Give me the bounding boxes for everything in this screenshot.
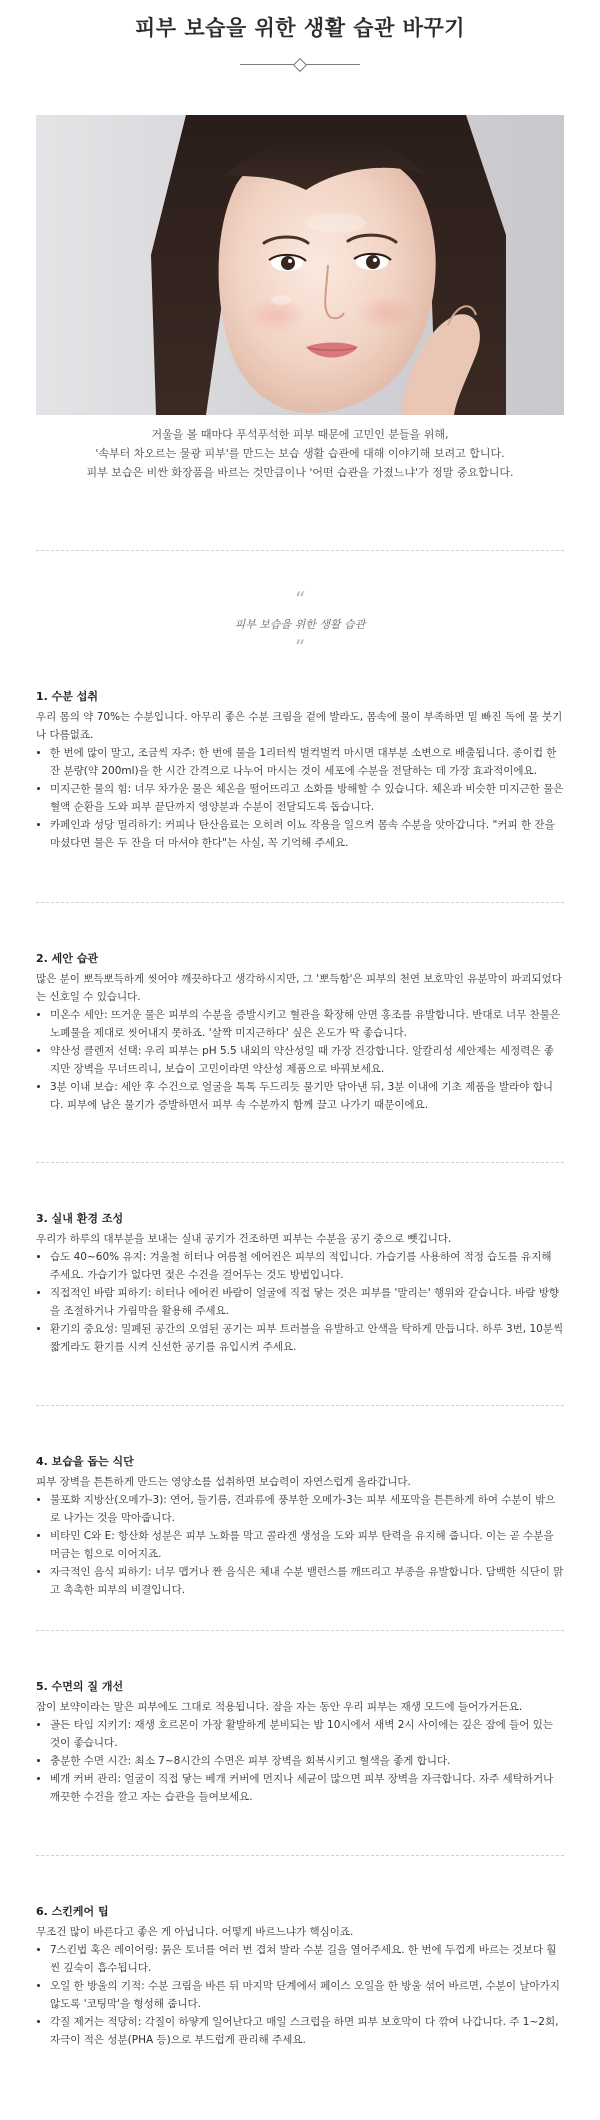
- list-item: • 충분한 수면 시간: 최소 7~8시간의 수면은 피부 장벽을 회복시키고 혈색을 좋게 합니다.: [50, 1752, 564, 1770]
- section-skincare-tips: [36, 1903, 564, 2049]
- list-item: • 비타민 C와 E: 항산화 성분은 피부 노화를 막고 콜라겐 생성을 도와 피부 탄력을 유지해 줍니다. 이는 곧 수분을 머금는 힘으로 이어지죠.: [50, 1527, 564, 1563]
- tip-list: [36, 1006, 564, 1114]
- section-sleep: [36, 1678, 564, 1806]
- tip-list: [36, 1248, 564, 1356]
- intro-line: 거울을 볼 때마다 푸석푸석한 피부 때문에 고민인 분들을 위해,: [151, 428, 449, 441]
- section-lead: 우리가 하루의 대부분을 보내는 실내 공기가 건조하면 피부는 수분을 공기 중으로 뺏깁니다.: [36, 1233, 452, 1245]
- section-title: 3. 실내 환경 조성: [36, 1212, 124, 1225]
- divider-diamond: [293, 58, 307, 72]
- list-item: • 각질 제거는 적당히: 각질이 하얗게 일어난다고 매일 스크럽을 하면 피부 보호막이 다 깎여 나갑니다. 주 1~2회, 자극이 적은 성분(PHA 등)으로 부드럽게 관리해 주세요.: [50, 2013, 564, 2049]
- section-indoor-environment: [36, 1210, 564, 1356]
- list-item: • 직접적인 바람 피하기: 히터나 에어컨 바람이 얼굴에 직접 닿는 것은 피부를 '말리는' 행위와 같습니다. 바람 방향을 조절하거나 가림막을 활용해 주세요.: [50, 1284, 564, 1320]
- section-title: 6. 스킨케어 팁: [36, 1905, 109, 1918]
- intro-line: '속부터 차오르는 물광 피부'를 만드는 보습 생활 습관에 대해 이야기해 보려고 합니다.: [95, 447, 505, 460]
- section-divider: [36, 550, 564, 552]
- section-diet: [36, 1453, 564, 1599]
- list-item: • 환기의 중요성: 밀폐된 공간의 오염된 공기는 피부 트러블을 유발하고 안색을 탁하게 만듭니다. 하루 3번, 10분씩 짧게라도 환기를 시켜 신선한 공기를 유입시켜 주세요.: [50, 1320, 564, 1356]
- section-divider: [36, 1855, 564, 1857]
- section-title: 2. 세안 습관: [36, 952, 98, 965]
- quote-block: [36, 587, 564, 659]
- list-item: • 3분 이내 보습: 세안 후 수건으로 얼굴을 톡톡 두드리듯 물기만 닦아낸 뒤, 3분 이내에 기초 제품을 발라야 합니다. 피부에 남은 물기가 증발하면서 피부 속 수분까지 함께 끌고 나가기 때문이에요.: [50, 1078, 564, 1114]
- tip-list: [36, 744, 564, 852]
- list-item: • 한 번에 많이 말고, 조금씩 자주: 한 번에 물을 1리터씩 벌컥벌컥 마시면 대부분 소변으로 배출됩니다. 종이컵 한 잔 분량(약 200ml)을 한 시간 간격으로 나누어 마시는 것이 세포에 수분을 전달하는 데 가장 효과적이에요.: [50, 744, 564, 780]
- section-divider: [36, 1405, 564, 1407]
- section-title: 1. 수분 섭취: [36, 690, 98, 703]
- section-lead: 우리 몸의 약 70%는 수분입니다. 아무리 좋은 수분 크림을 겉에 발라도, 몸속에 물이 부족하면 밑 빠진 독에 물 붓기나 다름없죠.: [36, 711, 563, 741]
- list-item: • 오일 한 방울의 기적: 수분 크림을 바른 뒤 마지막 단계에서 페이스 오일을 한 방울 섞어 바르면, 수분이 날아가지 않도록 '코팅막'을 형성해 줍니다.: [50, 1977, 564, 2013]
- section-face-washing: [36, 950, 564, 1114]
- section-lead: 피부 장벽을 튼튼하게 만드는 영양소를 섭취하면 보습력이 자연스럽게 올라갑니다.: [36, 1476, 411, 1488]
- section-title: 5. 수면의 질 개선: [36, 1680, 124, 1693]
- intro-line: 피부 보습은 비싼 화장품을 바르는 것만큼이나 '어떤 습관을 가졌느냐'가 정말 중요합니다.: [86, 466, 514, 479]
- open-quote-mark: “: [294, 587, 306, 611]
- quote-text: 피부 보습을 위한 생활 습관: [234, 618, 366, 631]
- list-item: • 미온수 세안: 뜨거운 물은 피부의 수분을 증발시키고 혈관을 확장해 안면 홍조를 유발합니다. 반대로 너무 찬물은 노폐물을 제대로 씻어내지 못하죠. '살짝 미지근하다' 싶은 온도가 딱 좋습니다.: [50, 1006, 564, 1042]
- list-item: • 미지근한 물의 힘: 너무 차가운 물은 체온을 떨어뜨리고 소화를 방해할 수 있습니다. 체온과 비슷한 미지근한 물은 혈액 순환을 도와 피부 끝단까지 영양분과 수분이 전달되도록 돕습니다.: [50, 780, 564, 816]
- section-lead: 잠이 보약이라는 말은 피부에도 그대로 적용됩니다. 잠을 자는 동안 우리 피부는 재생 모드에 들어가거든요.: [36, 1701, 523, 1713]
- section-divider: [36, 1162, 564, 1164]
- list-item: • 약산성 클렌저 선택: 우리 피부는 pH 5.5 내외의 약산성일 때 가장 건강합니다. 알칼리성 세안제는 세정력은 좋지만 장벽을 무너뜨리니, 보습이 고민이라면 약산성 제품으로 바꿔보세요.: [50, 1042, 564, 1078]
- tip-list: [36, 1491, 564, 1599]
- article-header: [0, 0, 600, 100]
- close-quote-mark: ”: [294, 635, 306, 659]
- list-item: • 습도 40~60% 유지: 겨울철 히터나 여름철 에어컨은 피부의 적입니다. 가습기를 사용하여 적정 습도를 유지해 주세요. 가습기가 없다면 젖은 수건을 걸어두는 것도 방법입니다.: [50, 1248, 564, 1284]
- list-item: • 카페인과 성당 멀리하기: 커피나 탄산음료는 오히려 이뇨 작용을 일으켜 몸속 수분을 앗아갑니다. "커피 한 잔을 마셨다면 물은 두 잔을 더 마셔야 한다"는 사실, 꼭 기억해 주세요.: [50, 816, 564, 852]
- section-lead: 많은 분이 뽀득뽀득하게 씻어야 깨끗하다고 생각하시지만, 그 '뽀득함'은 피부의 천연 보호막인 유분막이 파괴되었다는 신호일 수 있습니다.: [36, 973, 562, 1003]
- list-item: • 베개 커버 관리: 얼굴이 직접 닿는 베개 커버에 먼지나 세균이 많으면 피부 장벽을 자극합니다. 자주 세탁하거나 깨끗한 수건을 깔고 자는 습관을 들여보세요.: [50, 1770, 564, 1806]
- tip-list: [36, 1941, 564, 2049]
- tip-list: [36, 1716, 564, 1806]
- list-item: • 자극적인 음식 피하기: 너무 맵거나 짠 음식은 체내 수분 밸런스를 깨뜨리고 부종을 유발합니다. 담백한 식단이 맑고 촉촉한 피부의 비결입니다.: [50, 1563, 564, 1599]
- section-divider: [36, 1630, 564, 1632]
- hero-image: [36, 115, 564, 415]
- woman-portrait-illustration: [36, 115, 564, 415]
- list-item: • 7스킨법 혹은 레이어링: 묽은 토너를 여러 번 겹쳐 발라 수분 길을 열어주세요. 한 번에 두껍게 바르는 것보다 훨씬 깊숙이 흡수됩니다.: [50, 1941, 564, 1977]
- page-title: 피부 보습을 위한 생활 습관 바꾸기: [134, 16, 466, 40]
- section-water-intake: [36, 688, 564, 852]
- list-item: • 불포화 지방산(오메가-3): 연어, 들기름, 견과류에 풍부한 오메가-3는 피부 세포막을 튼튼하게 하여 수분이 밖으로 나가는 것을 막아줍니다.: [50, 1491, 564, 1527]
- section-title: 4. 보습을 돕는 식단: [36, 1455, 134, 1468]
- title-divider: [240, 59, 360, 71]
- list-item: • 골든 타임 지키기: 재생 호르몬이 가장 활발하게 분비되는 밤 10시에서 새벽 2시 사이에는 깊은 잠에 들어 있는 것이 좋습니다.: [50, 1716, 564, 1752]
- section-divider: [36, 902, 564, 904]
- intro-text: [36, 425, 564, 482]
- section-lead: 무조건 많이 바른다고 좋은 게 아닙니다. 어떻게 바르느냐가 핵심이죠.: [36, 1926, 354, 1938]
